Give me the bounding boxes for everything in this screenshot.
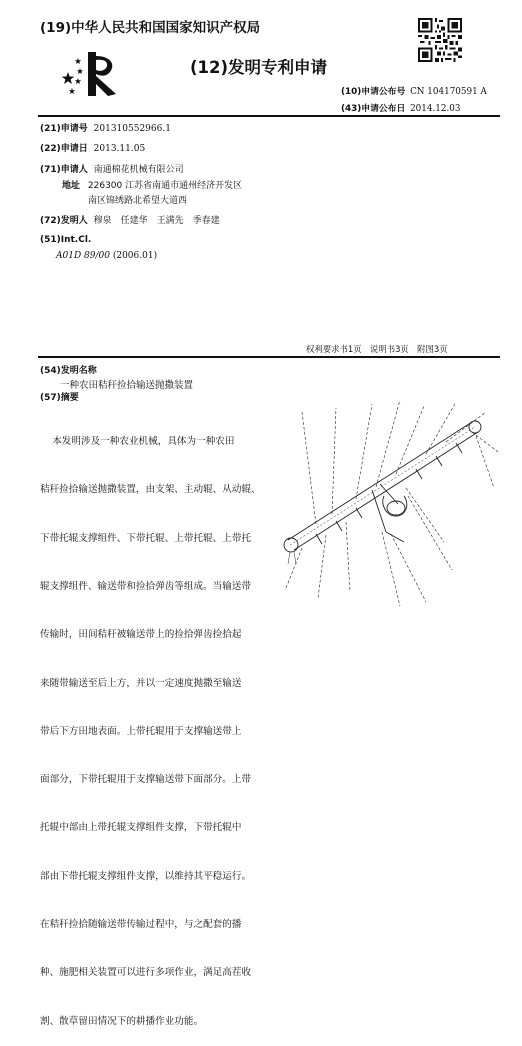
abstract-line: 割、散草留田情况下的耕播作业功能。 xyxy=(40,1015,204,1027)
abstract-line: 本发明涉及一种农业机械，具体为一种农田 xyxy=(40,436,235,448)
patent-drawing-figure xyxy=(276,392,502,610)
page-counts: 权利要求书1页 说明书3页 附图3页 xyxy=(306,344,448,354)
publication-date: 2014.12.03 xyxy=(410,104,461,114)
application-date-row xyxy=(40,141,145,154)
inventors: 穆泉 任建华 王满先 季春建 xyxy=(93,216,220,226)
int-cl-heading: (51)Int.Cl. xyxy=(40,235,92,245)
qr-code-icon xyxy=(418,18,462,62)
abstract-text xyxy=(40,402,272,1046)
inventors-label: (72)发明人 xyxy=(40,216,88,226)
invention-name-label xyxy=(40,363,97,376)
applicant-name: 南通棉花机械有限公司 xyxy=(93,165,184,175)
publication-number-row xyxy=(341,84,487,97)
abstract-line: 在秸秆捡拾随输送带传输过程中，与之配套的播 xyxy=(40,919,242,930)
int-cl-label xyxy=(40,235,91,245)
address-line-2: 南区锦绣路北希望大道西 xyxy=(88,196,188,206)
abstract-line: 面部分，下带托辊用于支撑输送带下面部分。上带 xyxy=(40,774,252,786)
int-cl-row xyxy=(56,251,157,261)
address-line-1: 226300 江苏省南通市通州经济开发区 xyxy=(87,181,243,191)
application-date-label: (22)申请日 xyxy=(40,144,88,154)
publication-number: CN 104170591 A xyxy=(410,87,487,97)
document-type-title: (12)发明专利申请 xyxy=(190,58,328,77)
address-label: 地址 xyxy=(62,181,81,191)
int-cl-version: (2006.01) xyxy=(112,251,158,261)
abstract-line: 传输时，田间秸秆被输送带上的捡拾弹齿捡拾起 xyxy=(40,629,242,641)
abstract-line: 部由下带托辊支撑组件支撑，以维持其平稳运行。 xyxy=(40,870,252,882)
int-cl-code: A01D 89/00 xyxy=(56,251,110,261)
abstract-line: 种、施肥相关装置可以进行多项作业，满足高茬收 xyxy=(40,967,252,979)
invention-name: 一种农田秸秆捡拾输送抛撒装置 xyxy=(60,380,194,391)
office-name: (19)中华人民共和国国家知识产权局 xyxy=(40,20,261,36)
cnipa-logo-icon xyxy=(58,46,122,98)
publication-date-row xyxy=(341,101,460,114)
abstract-divider xyxy=(38,356,500,358)
application-number: 201310552966.1 xyxy=(93,124,171,134)
abstract-line: 下带托辊支撑组件、下带托辊、上带托辊、上带托 xyxy=(40,532,252,544)
abstract-line: 辊支撑组件、输送带和捡拾弹齿等组成。当输送带 xyxy=(40,581,252,593)
application-number-row xyxy=(40,121,171,134)
applicant-label: (71)申请人 xyxy=(40,165,88,175)
abstract-line: 带后下方田地表面。上带托辊用于支撑输送带上 xyxy=(40,725,242,737)
inventors-row xyxy=(40,213,220,226)
publication-date-label: (43)申请公布日 xyxy=(341,104,406,114)
abstract-line: 托辊中部由上带托辊支撑组件支撑，下带托辊中 xyxy=(40,822,242,834)
abstract-line: 秸秆捡拾输送抛撒装置，由支架、主动辊、从动辊、 xyxy=(40,484,261,496)
address-row xyxy=(62,178,242,191)
application-date: 2013.11.05 xyxy=(93,144,146,154)
abstract-heading: (57)摘要 xyxy=(40,393,79,403)
publication-number-label: (10)申请公布号 xyxy=(341,87,406,97)
header-divider xyxy=(38,115,500,117)
invention-name-heading: (54)发明名称 xyxy=(40,366,97,376)
abstract-line: 来随带输送至后上方，并以一定速度抛撒至输送 xyxy=(40,677,242,689)
application-number-label: (21)申请号 xyxy=(40,124,88,134)
applicant-row xyxy=(40,162,184,175)
